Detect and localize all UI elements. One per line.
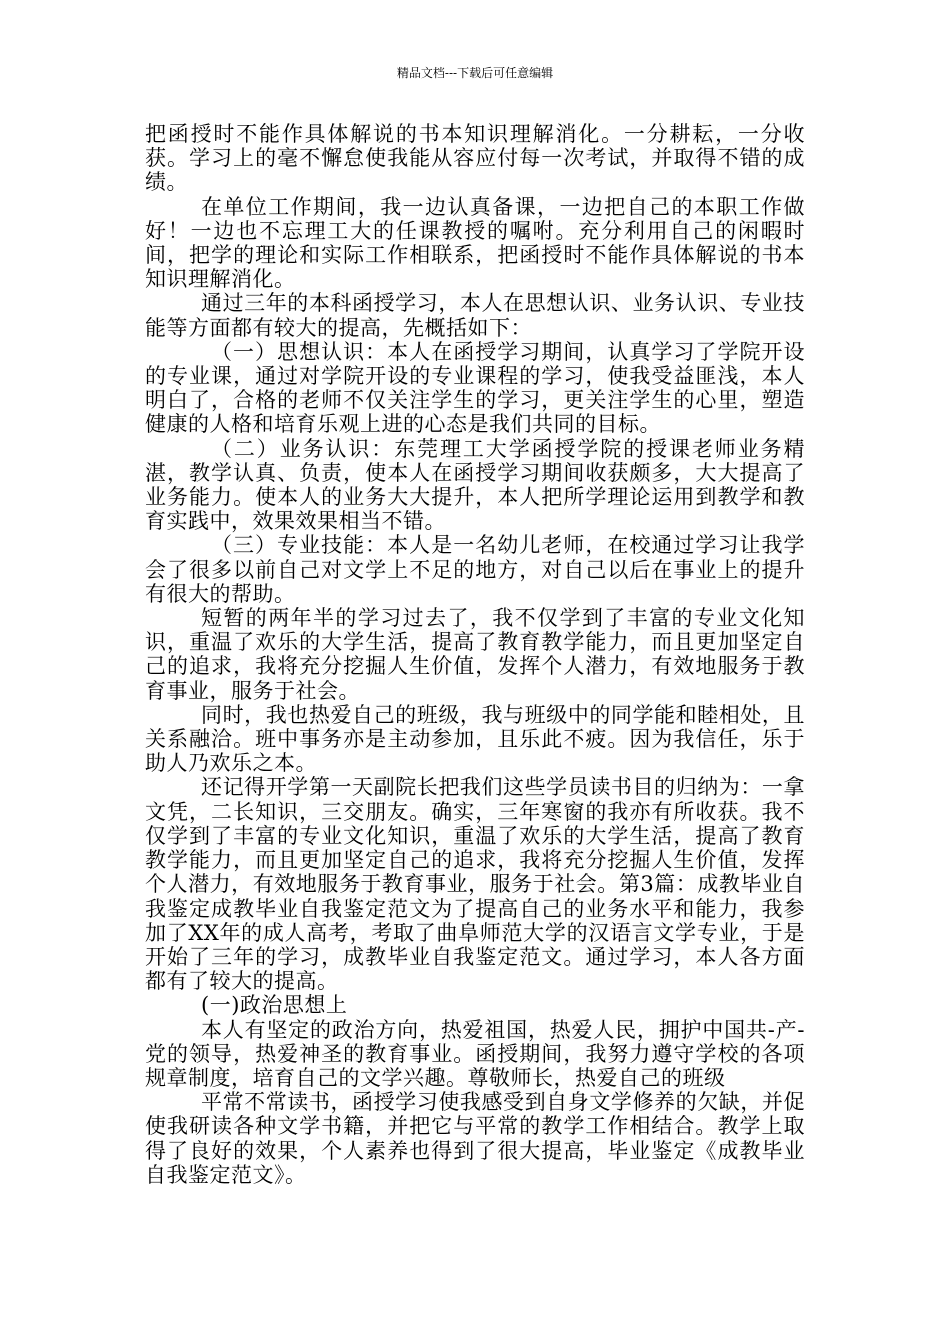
paragraph: （三）专业技能：本人是一名幼儿老师，在校通过学习让我学会了很多以前自己对文学上不足的地方，对自己以后在事业上的提升有很大的帮助。 — [145, 533, 805, 606]
paragraph: 在单位工作期间，我一边认真备课，一边把自己的本职工作做好！一边也不忘理工大的任课教授的嘱咐。充分利用自己的闲暇时间，把学的理论和实际工作相联系，把函授时不能作具体解说的书本知识理解消化。 — [145, 194, 805, 292]
paragraph: 通过三年的本科函授学习，本人在思想认识、业务认识、专业技能等方面都有较大的提高，先概括如下： — [145, 291, 805, 340]
paragraph: 把函授时不能作具体解说的书本知识理解消化。一分耕耘，一分收获。学习上的毫不懈怠使我能从容应付每一次考试，并取得不错的成绩。 — [145, 122, 805, 195]
paragraph: （二）业务认识：东莞理工大学函授学院的授课老师业务精湛，教学认真、负责，使本人在函授学习期间收获颇多，大大提高了业务能力。使本人的业务大大提升，本人把所学理论运用到教学和教育实践中，效果效果相当不错。 — [145, 436, 805, 534]
paragraph: 还记得开学第一天副院长把我们这些学员读书目的归纳为：一拿文凭，二长知识，三交朋友。确实，三年寒窗的我亦有所收获。我不仅学到了丰富的专业文化知识，重温了欢乐的大学生活，提高了教育教学能力，而且更加坚定自己的追求，我将充分挖掘人生价值，发挥个人潜力，有效地服务于教育事业，服务于社会。第3篇：成教毕业自我鉴定成教毕业自我鉴定范文为了提高自己的业务水平和能力，我参加了XX年的成人高考，考取了曲阜师范大学的汉语言文学专业，于是开始了三年的学习，成教毕业自我鉴定范文。通过学习，本人各方面都有了较大的提高。 — [145, 775, 805, 994]
document-body — [145, 122, 805, 1187]
paragraph: （一）思想认识：本人在函授学习期间，认真学习了学院开设的专业课，通过对学院开设的专业课程的学习，使我受益匪浅，本人明白了，合格的老师不仅关注学生的学习，更关注学生的心里，塑造健康的人格和培育乐观上进的心态是我们共同的目标。 — [145, 339, 805, 437]
page-header: 精品文档---下载后可任意编辑 — [396, 66, 554, 80]
paragraph: 同时，我也热爱自己的班级，我与班级中的同学能和睦相处，且关系融洽。班中事务亦是主动参加，且乐此不疲。因为我信任，乐于助人乃欢乐之本。 — [145, 702, 805, 776]
paragraph: 短暂的两年半的学习过去了，我不仅学到了丰富的专业文化知识，重温了欢乐的大学生活，提高了教育教学能力，而且更加坚定自己的追求，我将充分挖掘人生价值，发挥个人潜力，有效地服务于教育事业，服务于社会。 — [145, 606, 805, 703]
paragraph: 本人有坚定的政治方向，热爱祖国，热爱人民，拥护中国共-产-党的领导，热爱神圣的教育事业。函授期间，我努力遵守学校的各项规章制度，培育自己的文学兴趣。尊敬师长，热爱自己的班级 — [145, 1017, 805, 1090]
section-heading: (一)政治思想上 — [201, 993, 348, 1018]
paragraph: 平常不常读书，函授学习使我感受到自身文学修养的欠缺，并促使我研读各种文学书籍，并把它与平常的教学工作相结合。教学上取得了良好的效果，个人素养也得到了很大提高，毕业鉴定《成教毕业自我鉴定范文》。 — [145, 1090, 805, 1187]
